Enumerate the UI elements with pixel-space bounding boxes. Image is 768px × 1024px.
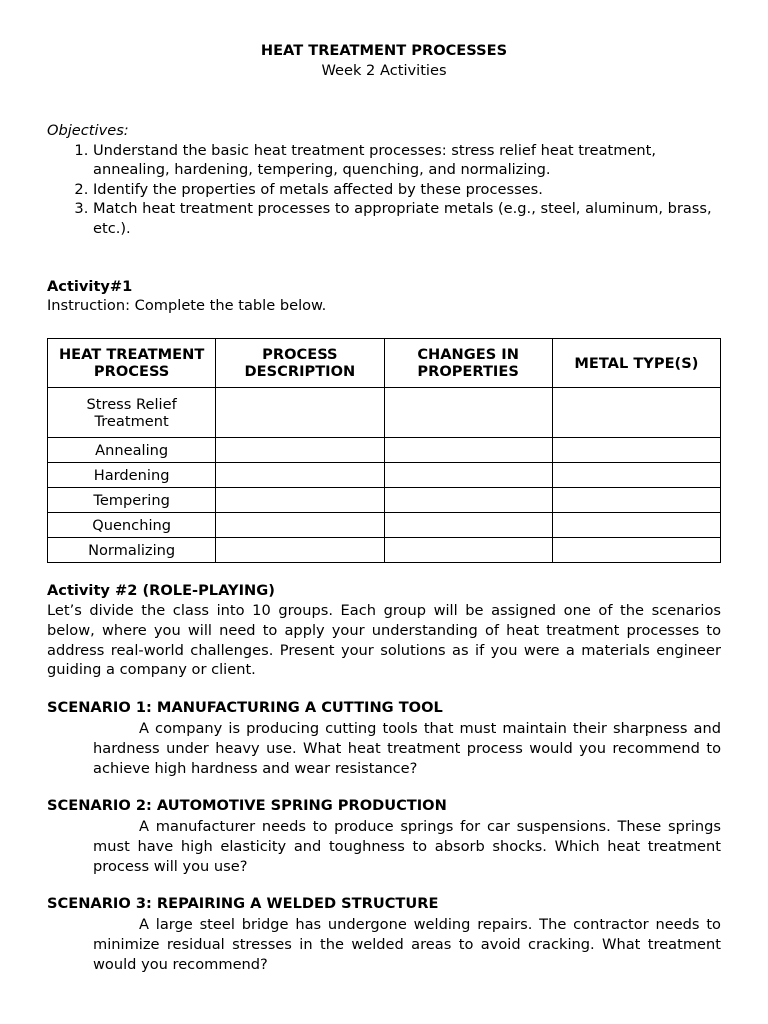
- metal-type-cell[interactable]: [552, 538, 720, 563]
- metal-type-cell[interactable]: [552, 463, 720, 488]
- table-row: [48, 438, 721, 463]
- page-subtitle: Week 2 Activities: [321, 62, 447, 79]
- description-cell[interactable]: [216, 463, 384, 488]
- activity2-title: Activity #2 (ROLE-PLAYING): [47, 582, 275, 599]
- table-row: [48, 538, 721, 563]
- scenario-2-title: SCENARIO 2: AUTOMOTIVE SPRING PRODUCTION: [47, 797, 447, 814]
- heat-treatment-table: [47, 338, 721, 563]
- page-title: HEAT TREATMENT PROCESSES: [260, 42, 508, 59]
- column-header: METAL TYPE(S): [552, 339, 720, 388]
- objective-item: 2. Identify the properties of metals affected by these processes.: [93, 180, 721, 200]
- metal-type-cell[interactable]: [552, 488, 720, 513]
- properties-cell[interactable]: [384, 388, 552, 438]
- objectives-section: [47, 121, 721, 239]
- description-cell[interactable]: [216, 538, 384, 563]
- process-cell: Stress Relief Treatment: [48, 388, 216, 438]
- process-cell: Annealing: [48, 438, 216, 463]
- objectives-list: [47, 141, 721, 239]
- table-header-row: [48, 339, 721, 388]
- column-header: HEAT TREATMENT PROCESS: [48, 339, 216, 388]
- metal-type-cell[interactable]: [552, 513, 720, 538]
- activity2-body: Let’s divide the class into 10 groups. Each group will be assigned one of the scenarios below, where you will need to apply your understanding of heat treatment processes to address real-world challenges. Present your solutions as if you were a materials engineer guiding a company or client.: [47, 602, 721, 679]
- metal-type-cell[interactable]: [552, 388, 720, 438]
- process-cell: Tempering: [48, 488, 216, 513]
- metal-type-cell[interactable]: [552, 438, 720, 463]
- properties-cell[interactable]: [384, 438, 552, 463]
- objective-item: 3. Match heat treatment processes to appropriate metals (e.g., steel, aluminum, brass, etc.).: [93, 199, 721, 238]
- column-header: PROCESS DESCRIPTION: [216, 339, 384, 388]
- scenario-3-body: A large steel bridge has undergone welding repairs. The contractor needs to minimize residual stresses in the welded areas to avoid cracking. What treatment would you recommend?: [93, 916, 721, 973]
- process-cell: Quenching: [48, 513, 216, 538]
- table-row: [48, 513, 721, 538]
- objective-item: 1. Understand the basic heat treatment processes: stress relief heat treatment, annealing, hardening, tempering, quenching, and normalizing.: [93, 141, 721, 180]
- properties-cell[interactable]: [384, 488, 552, 513]
- scenario-1-body: A company is producing cutting tools that must maintain their sharpness and hardness under heavy use. What heat treatment process would you recommend to achieve high hardness and wear resistance?: [93, 720, 721, 777]
- table-row: [48, 463, 721, 488]
- column-header: CHANGES IN PROPERTIES: [384, 339, 552, 388]
- description-cell[interactable]: [216, 388, 384, 438]
- description-cell[interactable]: [216, 438, 384, 463]
- properties-cell[interactable]: [384, 538, 552, 563]
- table-row: [48, 388, 721, 438]
- process-cell: Normalizing: [48, 538, 216, 563]
- scenario-2-body: A manufacturer needs to produce springs for car suspensions. These springs must have high elasticity and toughness to absorb shocks. Which heat treatment process will you use?: [93, 818, 721, 875]
- activity1-instruction: Instruction: Complete the table below.: [47, 297, 327, 314]
- table-row: [48, 488, 721, 513]
- scenario-1-title: SCENARIO 1: MANUFACTURING A CUTTING TOOL: [47, 699, 443, 716]
- objectives-label: Objectives:: [47, 122, 129, 139]
- properties-cell[interactable]: [384, 513, 552, 538]
- activity1-title: Activity#1: [47, 278, 133, 295]
- properties-cell[interactable]: [384, 463, 552, 488]
- process-cell: Hardening: [48, 463, 216, 488]
- description-cell[interactable]: [216, 513, 384, 538]
- description-cell[interactable]: [216, 488, 384, 513]
- scenario-3-title: SCENARIO 3: REPAIRING A WELDED STRUCTURE: [47, 895, 439, 912]
